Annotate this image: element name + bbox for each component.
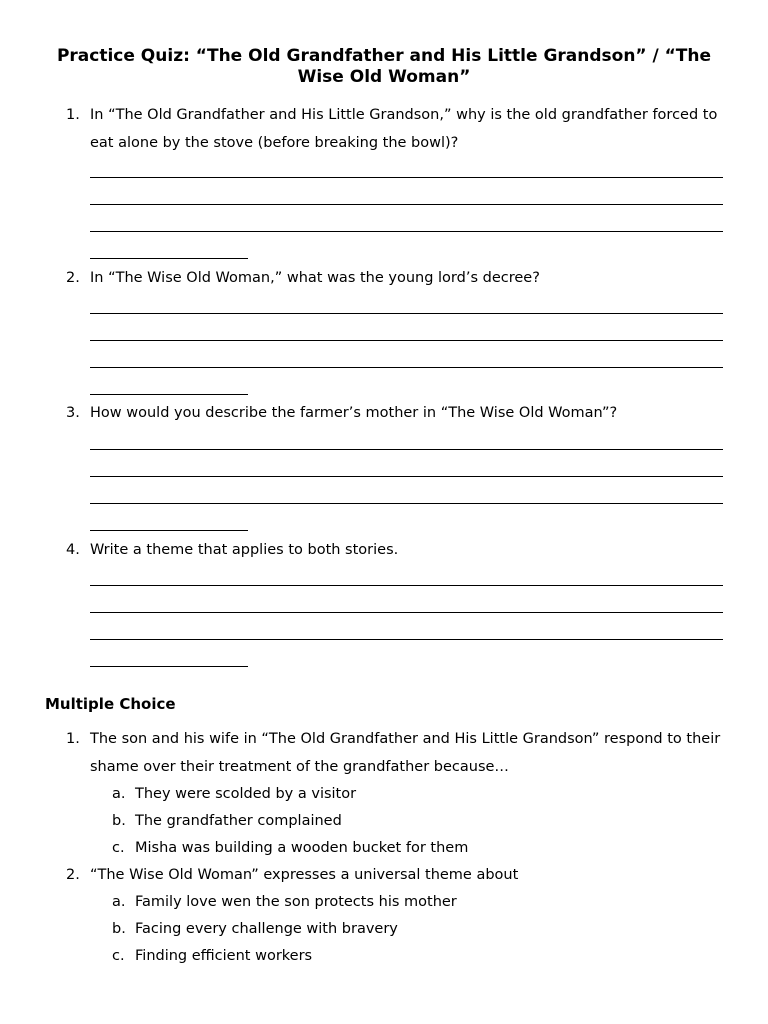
multiple-choice-question-1 [66, 726, 728, 781]
answer-line[interactable] [90, 204, 723, 205]
option-letter: b. [112, 813, 126, 829]
question-text: “The Wise Old Woman” expresses a universal theme about [90, 867, 519, 883]
option-letter: b. [112, 921, 126, 937]
answer-line[interactable] [90, 367, 723, 368]
answer-line[interactable] [90, 449, 723, 450]
question-text: The son and his wife in “The Old Grandfather and His Little Grandson” respond to their shame over their treatment of the grandfather because… [90, 731, 721, 775]
answer-line[interactable] [90, 476, 723, 477]
answer-line[interactable] [90, 585, 723, 586]
title-line-1: Practice Quiz: “The Old Grandfather and His Little Grandson” / “The [56, 46, 712, 66]
answer-line[interactable] [90, 313, 723, 314]
question-text: Write a theme that applies to both stories. [90, 542, 399, 558]
answer-line[interactable] [90, 340, 723, 341]
answer-line[interactable] [90, 258, 248, 259]
choice-option[interactable] [112, 784, 356, 804]
option-text: Family love wen the son protects his mother [135, 894, 457, 910]
option-text: Misha was building a wooden bucket for them [135, 840, 469, 856]
multiple-choice-heading: Multiple Choice [45, 695, 176, 713]
short-answer-question-4 [66, 537, 728, 565]
question-number: 1. [66, 107, 80, 123]
title-line-2: Wise Old Woman” [297, 67, 471, 87]
answer-line[interactable] [90, 639, 723, 640]
question-text: How would you describe the farmer’s mother in “The Wise Old Woman”? [90, 405, 618, 421]
short-answer-question-1 [66, 102, 728, 157]
option-text: They were scolded by a visitor [135, 786, 357, 802]
answer-line[interactable] [90, 666, 248, 667]
page-title [40, 46, 728, 88]
question-text: In “The Old Grandfather and His Little Grandson,” why is the old grandfather forced to eat alone by the stove (before breaking the bowl)? [90, 107, 718, 151]
choice-option[interactable] [112, 838, 468, 858]
option-text: The grandfather complained [135, 813, 342, 829]
answer-line[interactable] [90, 231, 723, 232]
answer-line[interactable] [90, 612, 723, 613]
question-number: 1. [66, 731, 80, 747]
choice-option[interactable] [112, 811, 342, 831]
option-letter: c. [112, 948, 125, 964]
answer-line[interactable] [90, 530, 248, 531]
option-letter: a. [112, 786, 126, 802]
answer-line[interactable] [90, 503, 723, 504]
option-text: Finding efficient workers [135, 948, 313, 964]
option-text: Facing every challenge with bravery [135, 921, 398, 937]
question-number: 2. [66, 867, 80, 883]
answer-line[interactable] [90, 177, 723, 178]
option-letter: a. [112, 894, 126, 910]
choice-option[interactable] [112, 892, 457, 912]
question-number: 3. [66, 405, 80, 421]
choice-option[interactable] [112, 919, 398, 939]
question-number: 2. [66, 270, 80, 286]
answer-line[interactable] [90, 394, 248, 395]
question-text: In “The Wise Old Woman,” what was the young lord’s decree? [90, 270, 540, 286]
multiple-choice-question-2 [66, 862, 728, 890]
short-answer-question-3 [66, 400, 728, 428]
option-letter: c. [112, 840, 125, 856]
question-number: 4. [66, 542, 80, 558]
short-answer-question-2 [66, 265, 728, 293]
choice-option[interactable] [112, 946, 312, 966]
